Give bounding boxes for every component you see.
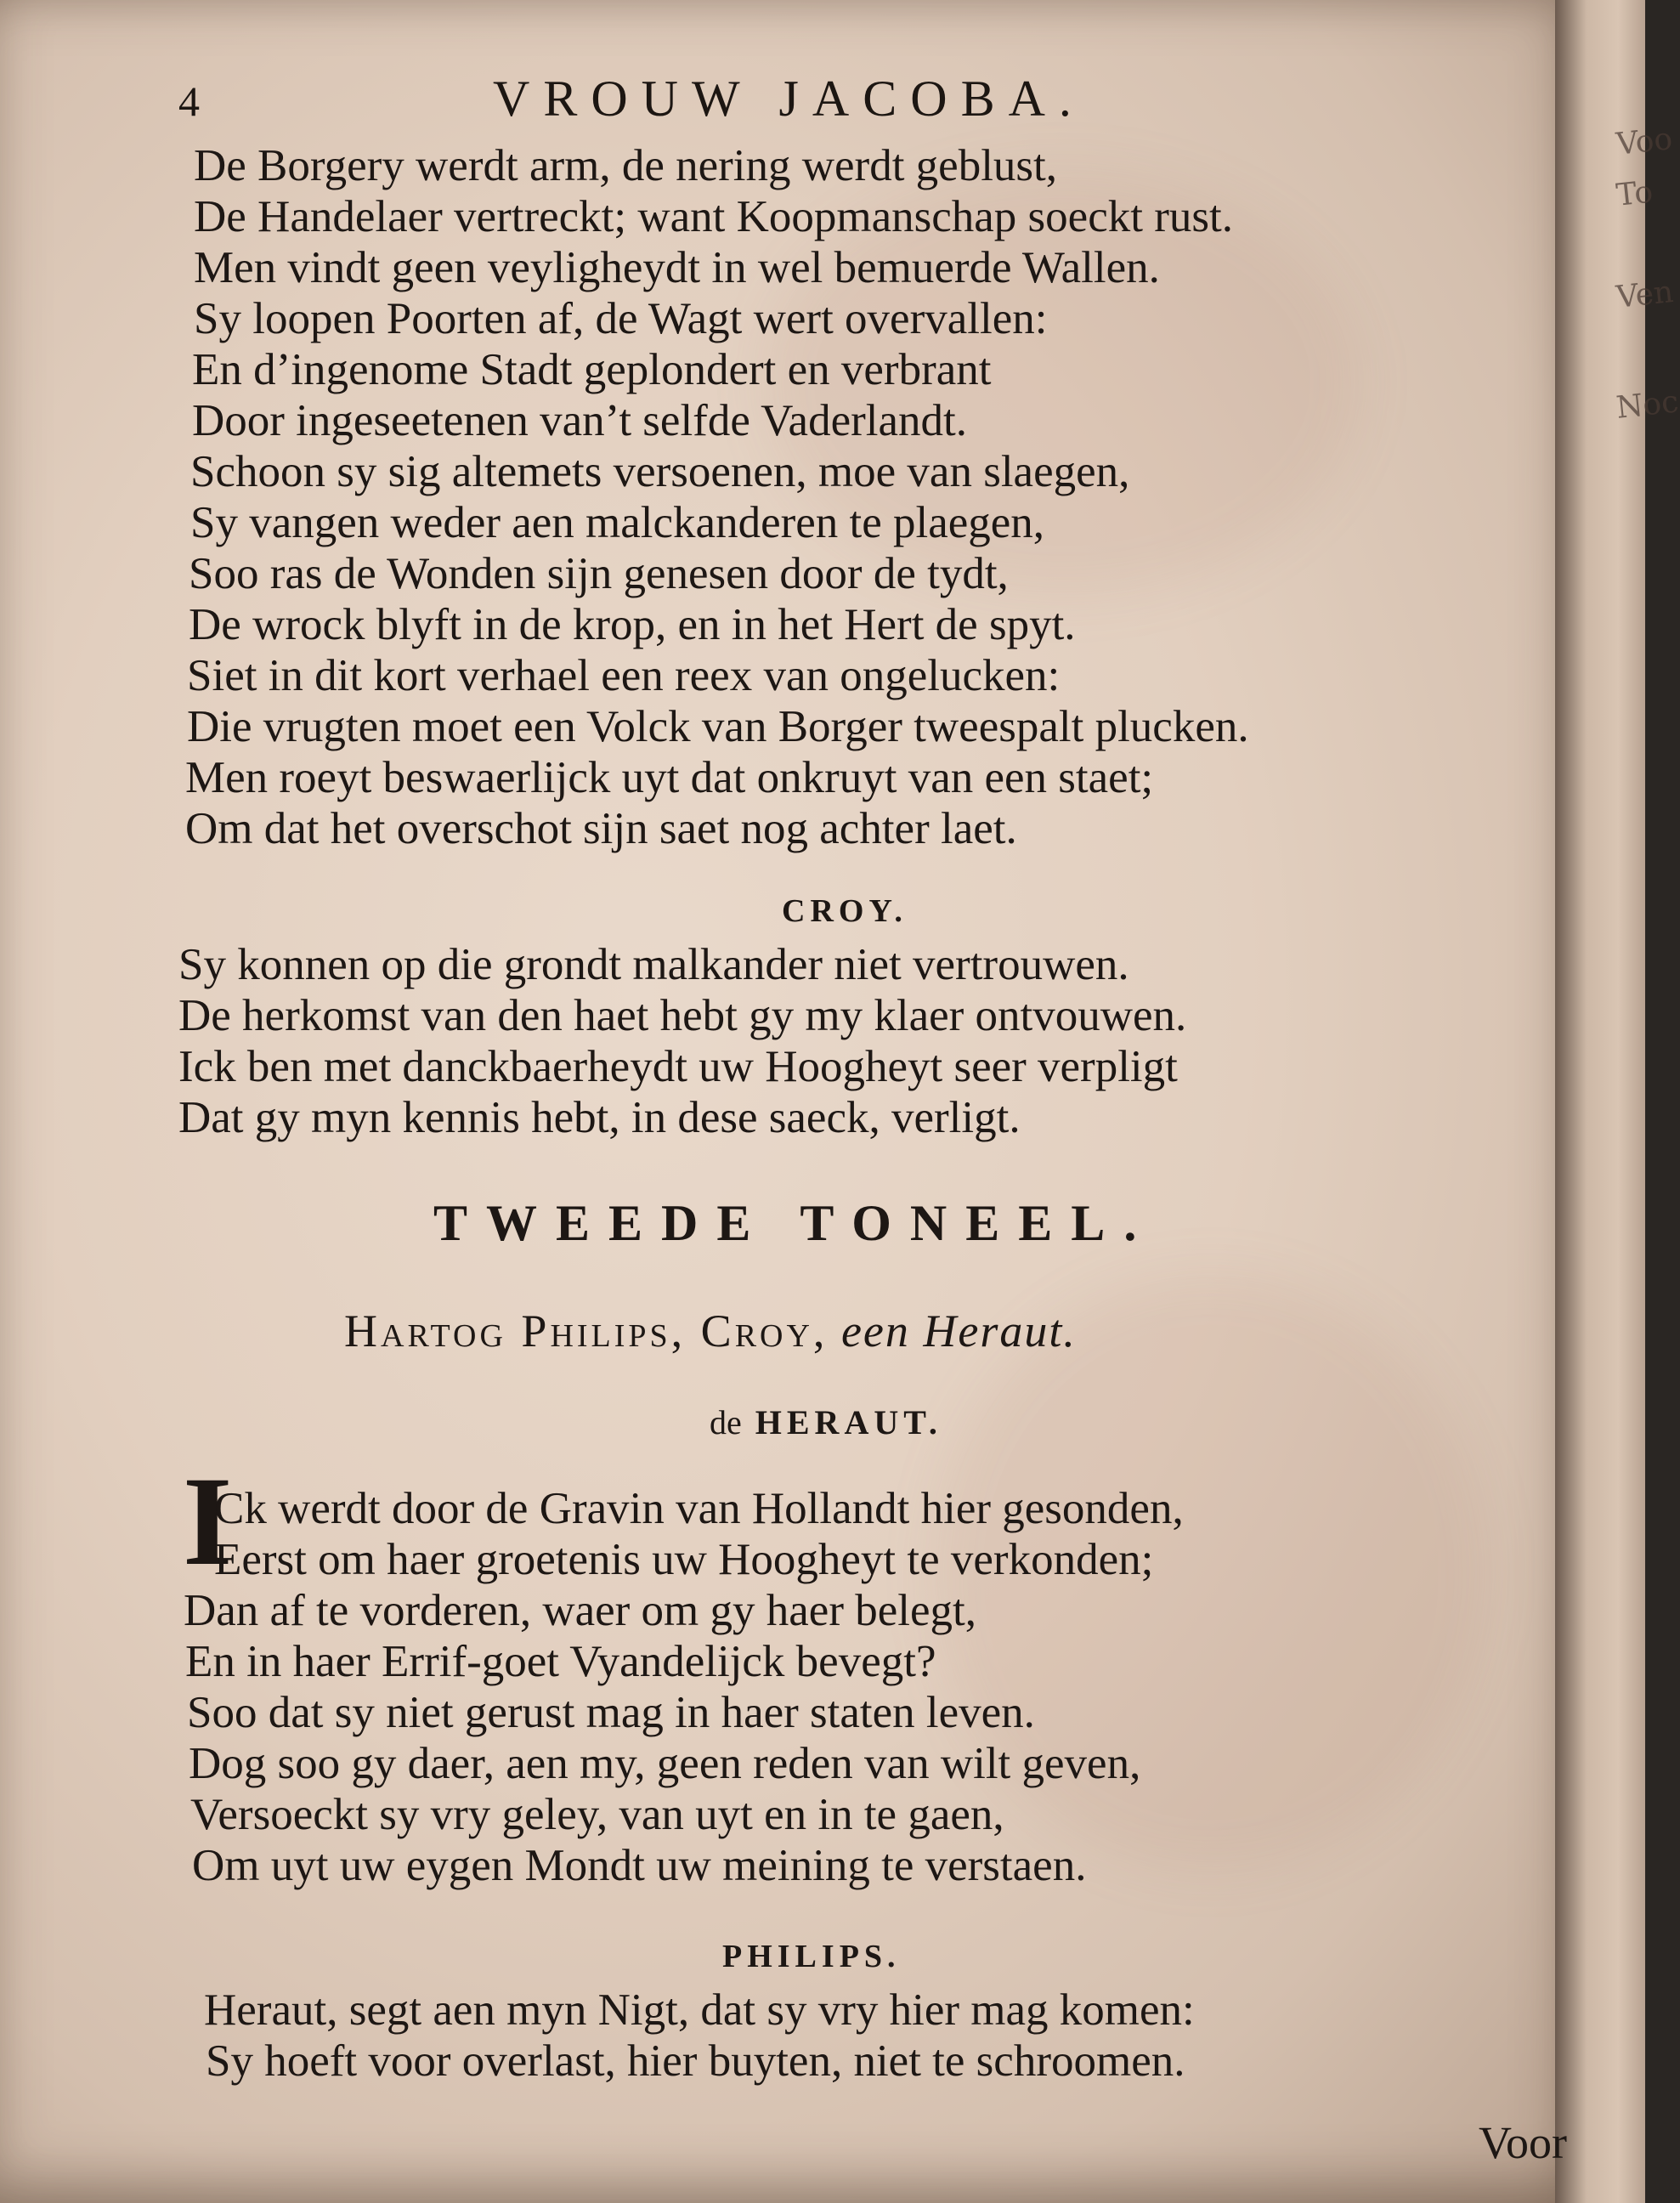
verse-line: Dat gy myn kennis hebt, in dese saeck, verligt.: [178, 1093, 1021, 1142]
running-title: VROUW JACOBA.: [493, 71, 1085, 127]
verse-line: Sy loopen Poorten af, de Wagt wert overvallen:: [194, 294, 1048, 343]
verse-line: En d’ingenome Stadt geplondert en verbrant: [192, 345, 992, 394]
next-page-edge: [1555, 0, 1645, 2203]
next-page-fragment: Voo: [1615, 122, 1674, 162]
verse-line: Soo dat sy niet gerust mag in haer staten leven.: [187, 1688, 1035, 1737]
verse-line: Sy konnen op die grondt malkander niet vertrouwen.: [178, 940, 1129, 989]
speaker-croy: CROY.: [782, 893, 908, 929]
verse-line: Dan af te vorderen, waer om gy haer belegt,: [184, 1586, 976, 1635]
drop-cap: I: [183, 1451, 233, 1592]
verse-line: Om dat het overschot sijn saet nog achter laet.: [185, 804, 1017, 853]
verse-line: Men roeyt beswaerlijck uyt dat onkruyt van een staet;: [185, 753, 1154, 802]
verse-line: Heraut, segt aen myn Nigt, dat sy vry hier mag komen:: [204, 1985, 1195, 2035]
next-page-fragment: Ven: [1615, 274, 1676, 315]
speaker-philips: PHILIPS.: [722, 1939, 901, 1974]
verse-line: Door ingeseetenen van’t selfde Vaderlandt.: [192, 396, 967, 445]
verse-line: Die vrugten moet een Volck van Borger tweespalt plucken.: [187, 702, 1249, 751]
verse-line: Schoon sy sig altemets versoenen, moe van slaegen,: [190, 447, 1130, 496]
verse-line: Eerst om haer groetenis uw Hoogheyt te verkonden;: [214, 1535, 1154, 1584]
scene-title: TWEEDE TONEEL.: [433, 1195, 1156, 1251]
verse-line: Dog soo gy daer, aen my, geen reden van wilt geven,: [189, 1739, 1141, 1788]
verse-line: Sy hoeft voor overlast, hier buyten, niet te schroomen.: [206, 2036, 1185, 2086]
speaker-name: HERAUT.: [755, 1403, 942, 1441]
cast-herald: een Heraut.: [840, 1305, 1077, 1356]
verse-line: Siet in dit kort verhael een reex van ongelucken:: [187, 651, 1061, 700]
verse-line: Soo ras de Wonden sijn genesen door de tydt,: [189, 549, 1009, 598]
page-header: [178, 59, 1436, 127]
next-page-fragment: Noc: [1615, 384, 1680, 426]
next-page-fragment: To: [1615, 174, 1655, 213]
verse-line: Om uyt uw eygen Mondt uw meining te verstaen.: [192, 1841, 1087, 1890]
cast-list: [344, 1305, 1077, 1357]
catchword: Voor: [1479, 2117, 1568, 2168]
page-number: 4: [178, 77, 200, 125]
verse-line: En in haer Errif-goet Vyandelijck bevegt?: [185, 1637, 936, 1686]
speaker-heraut: [710, 1402, 942, 1442]
verse-line: Sy vangen weder aen malckanderen te plaegen,: [190, 498, 1045, 547]
verse-line: Ck werdt door de Gravin van Hollandt hier gesonden,: [214, 1484, 1184, 1533]
verse-line: De herkomst van den haet hebt gy my klaer ontvouwen.: [178, 991, 1187, 1040]
verse-line: De Borgery werdt arm, de nering werdt geblust,: [194, 141, 1058, 190]
verse-line: Ick ben met danckbaerheydt uw Hoogheyt seer verpligt: [178, 1042, 1178, 1091]
verse-line: De wrock blyft in de krop, en in het Hert de spyt.: [189, 600, 1076, 649]
verse-line: Versoeckt sy vry geley, van uyt en in te gaen,: [190, 1790, 1004, 1839]
speaker-prefix: de: [710, 1403, 742, 1441]
cast-names: Hartog Philips, Croy,: [344, 1305, 829, 1356]
verse-line: De Handelaer vertreckt; want Koopmanschap soeckt rust.: [194, 192, 1233, 241]
verse-line: Men vindt geen veyligheydt in wel bemuerde Wallen.: [194, 243, 1160, 292]
